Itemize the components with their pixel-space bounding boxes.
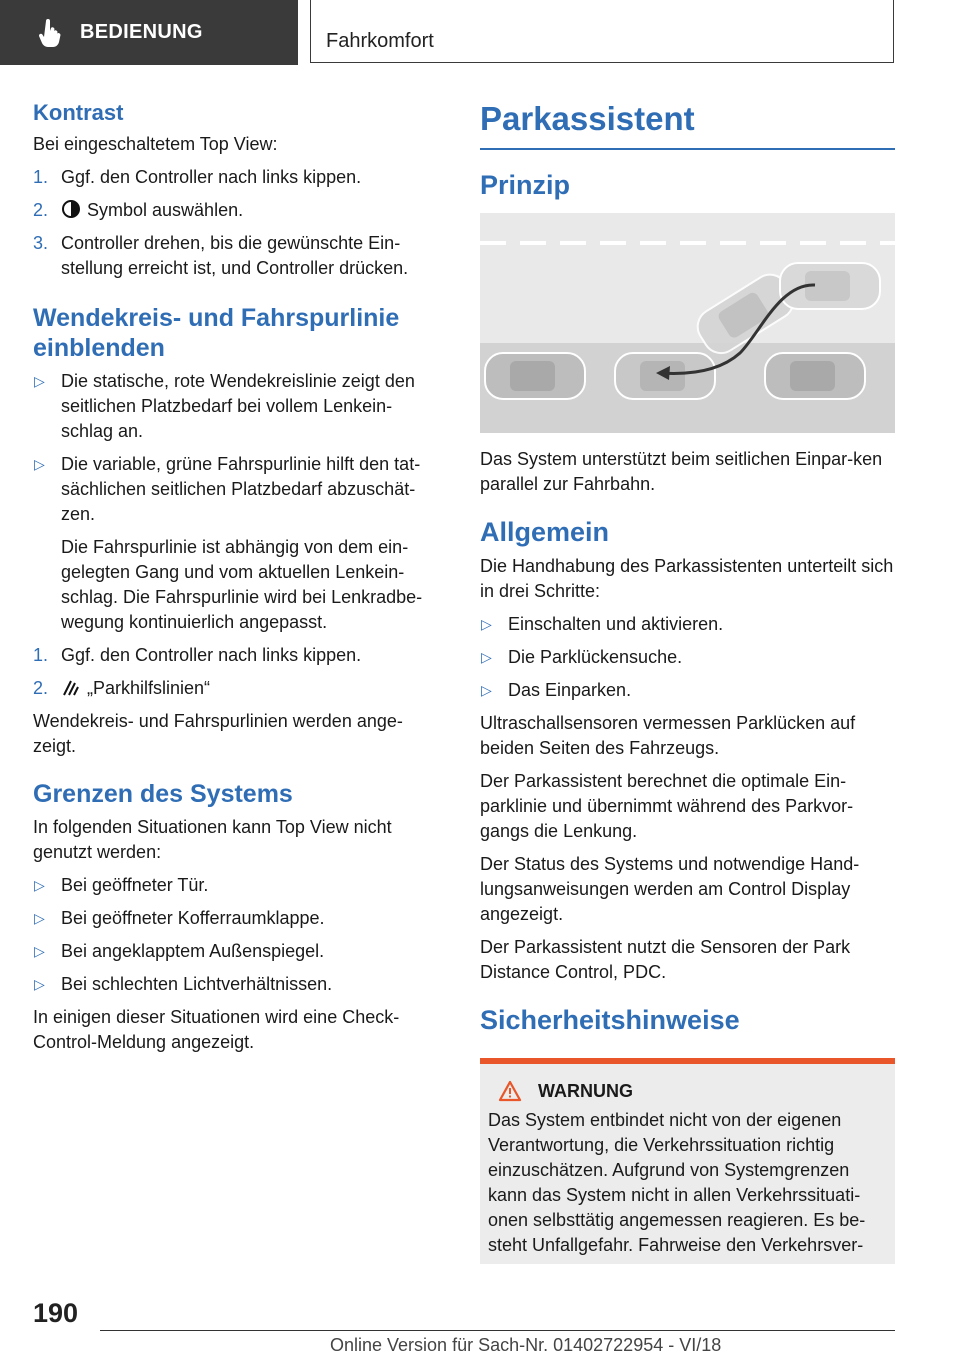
triangle-bullet-icon: ▷ [34,877,45,893]
allgemein-para: Der Parkassistent nutzt die Sensoren der Park Distance Control, PDC. [480,937,851,982]
allgemein-intro: Die Handhabung des Parkassistenten unterteilt sich in drei Schritte: [480,556,894,601]
warning-box [480,1058,895,1264]
kontrast-steps [33,165,443,281]
footer-divider [100,1330,895,1331]
car-rear [485,353,585,399]
triangle-bullet-icon: ▷ [481,682,492,698]
car-start [780,263,880,309]
list-item: ▷ Einschalten und aktivieren. [480,612,895,637]
parkassistent-heading: Parkassistent [480,100,895,150]
sicherheit-heading: Sicherheitshinweise [480,1005,740,1035]
kontrast-intro: Bei eingeschaltetem Top View: [33,134,278,154]
list-item: ▷ Die variable, grüne Fahrspurlinie hilft den tat-sächlichen seitlichen Platzbedarf abzuschät-zen. [34,454,421,524]
triangle-bullet-icon: ▷ [34,976,45,992]
list-item: ▷ Das Einparken. [480,678,895,703]
triangle-bullet-icon: ▷ [481,616,492,632]
grenzen-outro: In einigen dieser Situationen wird eine Check-Control-Meldung angezeigt. [33,1007,400,1052]
triangle-bullet-icon: ▷ [34,910,45,926]
allgemein-heading: Allgemein [480,517,610,547]
list-item: ▷ Bei schlechten Lichtverhältnissen. [33,972,443,997]
triangle-bullet-icon: ▷ [34,373,45,389]
list-item: ▷ Bei geöffneter Kofferraumklappe. [33,906,443,931]
allgemein-para: Der Status des Systems und notwendige Hand-lungsanweisungen werden am Control Display angezeigt. [480,854,860,924]
left-column [33,100,443,1055]
chapter-tab [310,0,894,63]
warning-label: WARNUNG [538,1080,633,1101]
prinzip-heading: Prinzip [480,170,571,200]
allgemein-para: Der Parkassistent berechnet die optimale Ein-parklinie und übernimmt während des Parkvor-gangs die Lenkung. [480,771,854,841]
triangle-bullet-icon: ▷ [34,456,45,472]
grenzen-intro: In folgenden Situationen kann Top View nicht genutzt werden: [33,817,392,862]
wendekreis-outro: Wendekreis- und Fahrspurlinien werden ange-zeigt. [33,711,403,756]
list-item: ▷ Die Parklückensuche. [480,645,895,670]
triangle-bullet-icon: ▷ [481,649,492,665]
footer-text: Online Version für Sach-Nr. 01402722954 - VI/18 [330,1335,722,1355]
list-item: ▷ Bei angeklapptem Außenspiegel. [33,939,443,964]
page-number: 190 [33,1298,79,1328]
parking-diagram [480,213,895,433]
parking-illustration [480,213,895,433]
list-item: 2. „Parkhilfslinien“ [33,678,211,698]
list-item: 3. Controller drehen, bis die gewünschte Ein-stellung erreicht ist, und Controller drücken. [33,233,409,278]
grenzen-bullets [33,873,443,997]
warning-text: Das System entbindet nicht von der eigenen Verantwortung, die Verkehrssituation richtig einzuschätzen. Aufgrund von Systemgrenzen kann das System nicht in allen Verkehrssituati-onen selbsttätig angemessen reagieren. Es be-steht Unfallgefahr. Fahrweise den Verkehrsver- [488,1110,866,1255]
car-front [765,353,865,399]
section-title: BEDIENUNG [80,21,203,43]
section-tab [0,0,298,65]
list-item: 2. Symbol auswählen. [33,200,244,220]
contrast-icon [61,199,81,219]
wendekreis-note: Die Fahrspurlinie ist abhängig von dem ein-gelegten Gang und vom aktuellen Lenkein-schlag. Die Fahrspurlinie wird bei Lenkradbe-wegung kontinuierlich angepasst. [61,537,423,632]
chapter-title: Fahrkomfort [326,30,434,52]
wendekreis-heading: Wendekreis- und Fahrspurlinie einblenden [33,304,400,362]
list-item: 1. Ggf. den Controller nach links kippen. [33,645,362,665]
warning-title [488,1080,887,1102]
prinzip-caption: Das System unterstützt beim seitlichen Einpar-ken parallel zur Fahrbahn. [480,449,883,494]
parking-lines-icon [61,677,81,697]
wendekreis-steps [33,643,443,701]
allgemein-bullets [480,612,895,703]
list-item: 1. Ggf. den Controller nach links kippen. [33,167,362,187]
list-item: ▷ Die statische, rote Wendekreislinie zeigt den seitlichen Platzbedarf bei vollem Lenkein-schlag an. [34,371,415,441]
warning-triangle-icon [498,1080,522,1102]
grenzen-heading: Grenzen des Systems [33,780,293,808]
wendekreis-bullets [33,369,443,527]
triangle-bullet-icon: ▷ [34,943,45,959]
allgemein-para: Ultraschallsensoren vermessen Parklücken auf beiden Seiten des Fahrzeugs. [480,713,856,758]
list-item: ▷ Bei geöffneter Tür. [33,873,443,898]
hand-pointer-icon [38,19,64,47]
kontrast-heading: Kontrast [33,100,124,125]
right-column [480,100,895,1264]
